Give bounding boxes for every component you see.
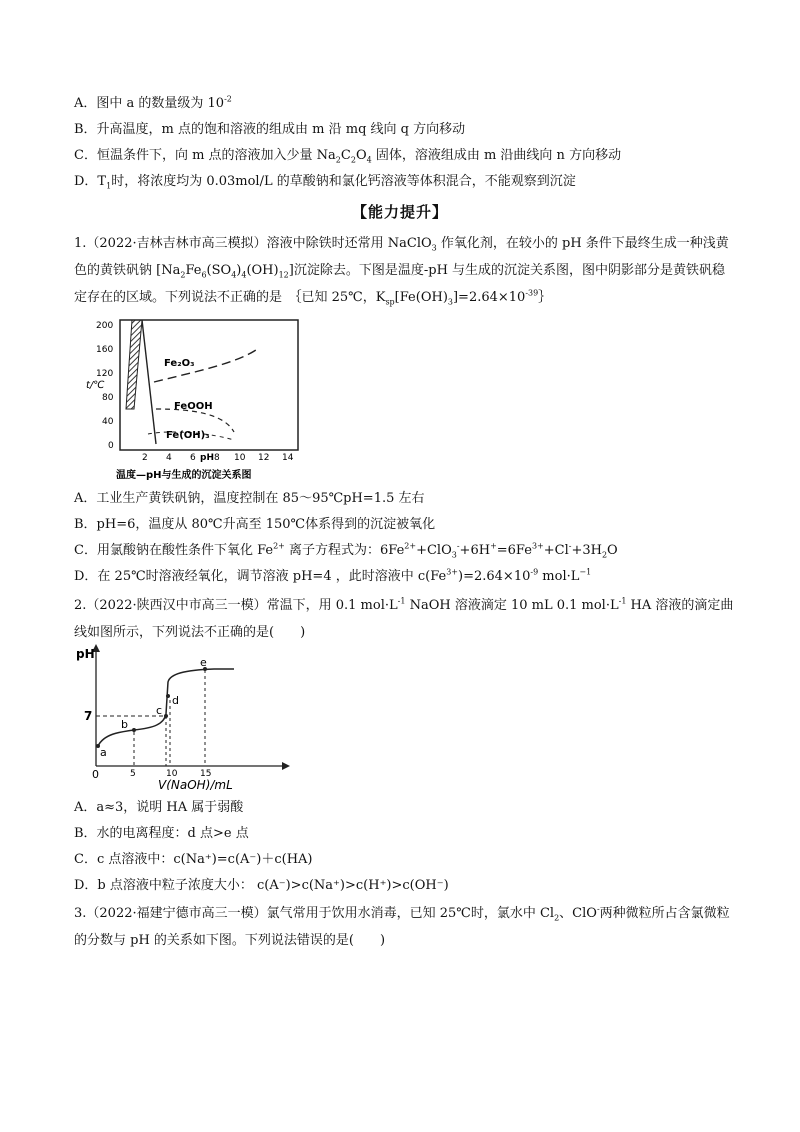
q1-stem: 1.（2022·吉林吉林市高三模拟）溶液中除铁时还常用 NaClO$_3$ 作氧化剂，在较小的 pH 条件下最终生成一种浅黄色的黄铁矾钠 $[Na_2Fe_6(SO_4)_4(OH)_{12}]$沉淀除去。下图是温度-pH 与生成的沉淀关系图，图中阴影部分是黄铁矾稳定存在的区域。下列说法不正确的是 ｛已知 25℃，$K_{sp}[Fe(OH)_3]=2.64\times 10^{-39}\}$: [74, 236, 729, 307]
q2-y-label: pH: [76, 647, 95, 661]
q2-option-c: C．c 点溶液中：c(Na⁺)=c(A⁻)＋c(HA): [74, 852, 313, 867]
q2-point-d: [166, 694, 170, 698]
q1-x-tick: 8: [214, 453, 220, 463]
q2-x-axis-arrow: [282, 762, 290, 770]
q2-x-tick: 5: [130, 769, 136, 779]
q2-point-b: [132, 728, 136, 732]
q2-option-a: A．a≈3，说明 HA 属于弱酸: [74, 800, 244, 815]
q2-option-d: D．b 点溶液中粒子浓度大小： c(A⁻)>c(Na⁺)>c(H⁺)>c(OH⁻): [74, 878, 449, 893]
prev-option-d: D．$T_1$时，将浓度均为 0.03mol/L 的草酸钠和氯化钙溶液等体积混合，不能观察到沉淀: [74, 174, 576, 191]
q1-x-tick: 10: [234, 453, 246, 463]
q1-y-tick: 80: [102, 393, 114, 403]
q1-option-b: B．pH=6，温度从 80℃升高至 150℃体系得到的沉淀被氧化: [74, 517, 436, 532]
q1-region-fe2o3: Fe₂O₃: [164, 358, 195, 369]
prev-option-a: A．图中 a 的数量级为 $10^{-2}$: [74, 94, 232, 111]
q1-option-c: C．用氯酸钠在酸性条件下氧化 $Fe^{2+}$ 离子方程式为：$6Fe^{2+}+ClO_3^-+6H^+=6Fe^{3+}+Cl^-+3H_2O$: [74, 541, 618, 560]
q1-region-feooh: FeOOH: [174, 401, 213, 412]
q2-point-c: [164, 714, 168, 718]
prev-option-b: B．升高温度，m 点的饱和溶液的组成由 m 沿 mq 线向 q 方向移动: [74, 122, 466, 137]
q1-y-label: t/℃: [86, 380, 105, 391]
q1-figure-caption: 温度—pH与生成的沉淀关系图: [116, 470, 252, 481]
q2-origin: 0: [92, 768, 99, 781]
q2-y-tick-7: 7: [84, 709, 93, 723]
q2-x-label: V(NaOH)/mL: [158, 778, 233, 790]
q1-option-a: A．工业生产黄铁矾钠，温度控制在 85～95℃pH=1.5 左右: [74, 491, 425, 506]
q2-label-b: b: [121, 718, 128, 731]
q2-x-tick: 10: [166, 769, 178, 779]
q1-x-tick: 6: [190, 453, 196, 463]
q2-x-tick: 15: [200, 769, 212, 779]
q2-label-c: c: [156, 704, 163, 717]
q1-y-tick: 0: [108, 441, 114, 451]
q1-x-tick: 12: [258, 453, 270, 463]
q2-option-b: B．水的电离程度：d 点>e 点: [74, 826, 249, 841]
prev-option-c: C．恒温条件下，向 m 点的溶液加入少量 $Na_2C_2O_4$ 固体，溶液组成由 m 沿曲线向 n 方向移动: [74, 148, 622, 165]
q1-y-tick: 40: [102, 417, 114, 427]
q1-feoh3-boundary: [156, 409, 234, 432]
q3-stem: 3.（2022·福建宁德市高三一模）氯气常用于饮用水消毒，已知 25℃时，氯水中 $Cl_2$、ClO-两种微粒所占含氯微粒的分数与 pH 的关系如下图。下列说法错误的是( ): [74, 904, 730, 948]
section-heading: 【能力提升】: [351, 203, 448, 221]
q2-label-e: e: [200, 656, 207, 669]
q2-titration-figure: [74, 642, 294, 790]
q1-y-tick: 120: [96, 369, 114, 379]
q2-label-a: a: [100, 746, 107, 759]
q1-option-d: D．在 25℃时溶液经氧化，调节溶液 pH=4 ，此时溶液中 $c(Fe^{3+})=2.64\times 10^{-9}$ $mol\cdot L^{-1}$: [74, 567, 592, 584]
q1-x-tick: 4: [166, 453, 172, 463]
q1-temperature-ph-figure: [84, 314, 320, 484]
q2-label-d: d: [172, 694, 179, 707]
q1-y-tick: 160: [96, 345, 114, 355]
q2-stem: 2.（2022·陕西汉中市高三一模）常温下，用 0.1 $mol\cdot L^{-1}$ NaOH 溶液滴定 10 mL 0.1 $mol\cdot L^{-1}$ HA 溶液的滴定曲线如图所示，下列说法不正确的是( ): [74, 596, 734, 640]
q1-y-tick: 200: [96, 321, 114, 331]
q1-x-label: pH: [200, 453, 214, 463]
q1-x-tick: 2: [142, 453, 148, 463]
q1-x-tick: 14: [282, 453, 294, 463]
q1-jarosite-region: [126, 320, 142, 409]
q1-boundary-line: [142, 320, 156, 444]
q1-region-feoh3: Fe(OH)₃: [166, 430, 210, 441]
